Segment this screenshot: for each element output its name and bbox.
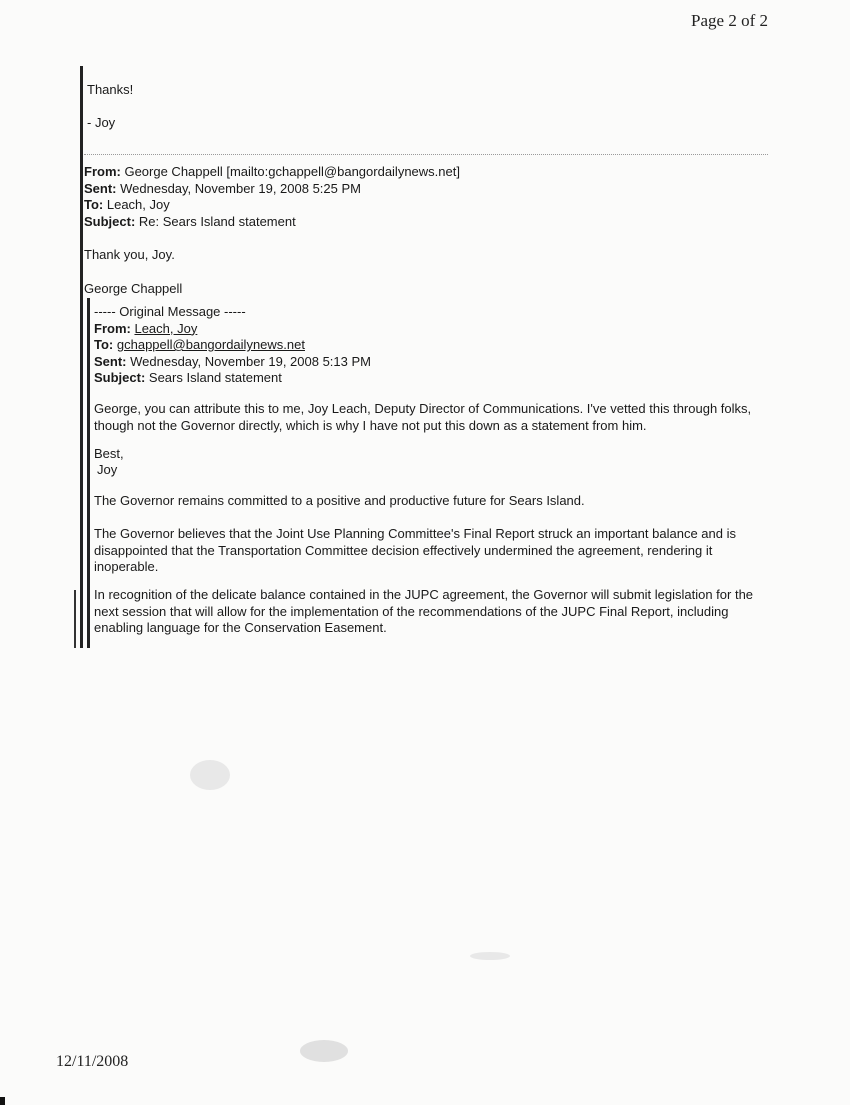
- header-separator: [84, 154, 768, 155]
- original-closing: Best,: [94, 446, 124, 461]
- scan-smudge: [190, 760, 230, 790]
- footer-date: 12/11/2008: [56, 1053, 129, 1070]
- reply-to-row: [84, 197, 774, 214]
- original-subject-row: [94, 370, 774, 387]
- original-paragraph-3: The Governor believes that the Joint Use Planning Committee's Final Report struck an important balance and is disappointed that the Transportation Committee decision effectively undermined the agreement, rendering it inoperable.: [94, 526, 736, 574]
- to-value: Leach, Joy: [103, 197, 170, 212]
- quote-bar-outer: [80, 66, 83, 648]
- original-to-link[interactable]: gchappell@bangordailynews.net: [116, 337, 305, 352]
- scan-smudge: [470, 952, 510, 960]
- reply-sent-row: [84, 181, 774, 198]
- original-sent-row: [94, 354, 774, 371]
- quote-bar-outer-secondary: [74, 590, 76, 648]
- original-subject-value: Sears Island statement: [145, 370, 282, 385]
- page-number: Page 2 of 2: [691, 11, 768, 30]
- from-label: From:: [84, 164, 121, 179]
- original-from-row: [94, 321, 774, 338]
- original-paragraph-1: George, you can attribute this to me, Joy Leach, Deputy Director of Communications. I've vetted this through folks, though not the Governor directly, which is why I have not put this down as a statement from him.: [94, 401, 752, 433]
- original-from-link[interactable]: Leach, Joy: [134, 320, 198, 336]
- original-from-label: From:: [94, 320, 131, 336]
- reply-signature: George Chappell: [84, 281, 183, 296]
- to-label: To:: [84, 197, 104, 212]
- original-to-row: [94, 337, 774, 354]
- original-sent-label: Sent:: [94, 353, 127, 369]
- original-header: [94, 304, 774, 387]
- original-subject-label: Subject:: [94, 370, 146, 385]
- reply-subject-row: [84, 214, 774, 231]
- original-sent-value: Wednesday, November 19, 2008 5:13 PM: [126, 353, 371, 369]
- original-paragraph-2: The Governor remains committed to a positive and productive future for Sears Island.: [94, 493, 585, 508]
- original-to-label: To:: [94, 337, 114, 352]
- original-closing-name: Joy: [97, 462, 118, 477]
- reply-header: [84, 164, 774, 230]
- original-divider: ----- Original Message -----: [94, 304, 246, 319]
- thanks-line: Thanks!: [87, 82, 134, 97]
- reply-body: Thank you, Joy.: [84, 247, 175, 262]
- from-value: George Chappell [mailto:gchappell@bangordailynews.net]: [120, 164, 460, 179]
- scan-smudge: [300, 1040, 348, 1062]
- quote-bar-inner: [87, 298, 90, 648]
- scan-corner-mark: [0, 1097, 5, 1105]
- sent-value: Wednesday, November 19, 2008 5:25 PM: [116, 180, 361, 196]
- sent-label: Sent:: [84, 180, 117, 196]
- subject-label: Subject:: [84, 213, 136, 229]
- subject-value: Re: Sears Island statement: [135, 213, 296, 229]
- sign-line: - Joy: [87, 115, 116, 130]
- reply-from-row: [84, 164, 774, 181]
- original-paragraph-4: In recognition of the delicate balance contained in the JUPC agreement, the Governor will submit legislation for the next session that will allow for the implementation of the recommendations of the JUPC Final Report, including enabling language for the Conservation Easement.: [94, 587, 754, 635]
